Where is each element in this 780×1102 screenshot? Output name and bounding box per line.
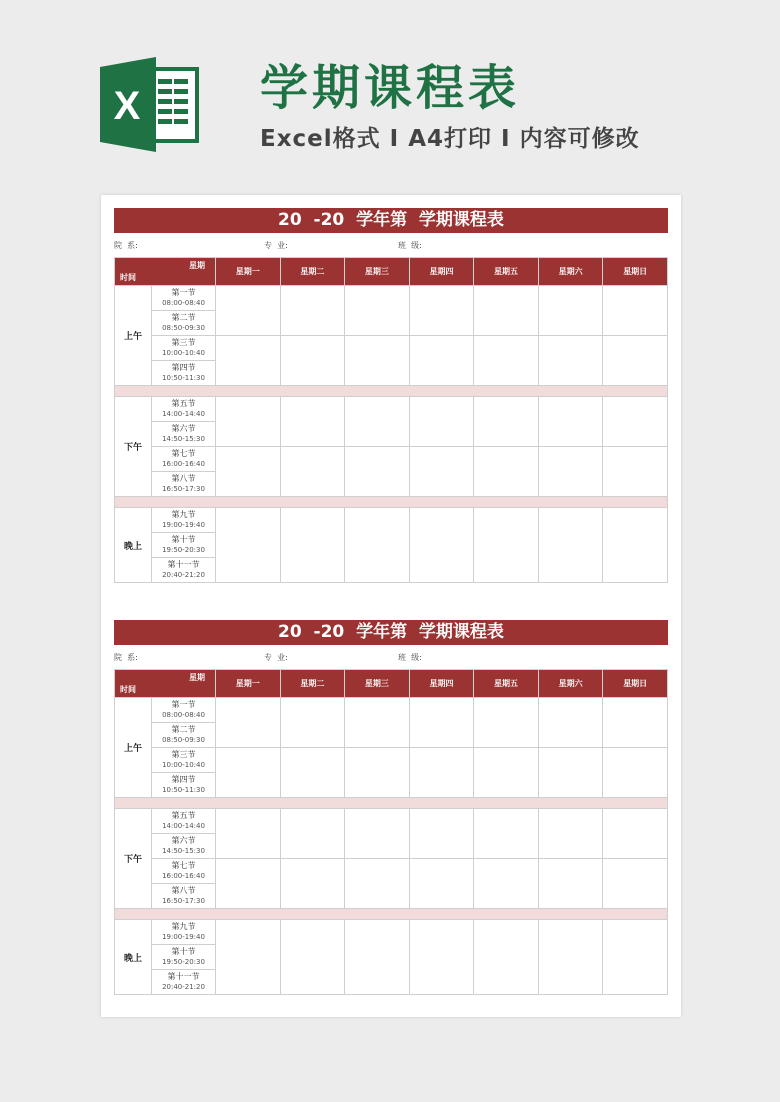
slot-number: 第二节 (171, 725, 196, 734)
day-header: 星期一 (216, 258, 281, 286)
separator-cell (115, 497, 668, 508)
schedule-block-1 (114, 208, 668, 583)
class-cell[interactable] (474, 447, 539, 497)
class-cell[interactable] (474, 859, 539, 909)
class-label: 班 级: (398, 653, 422, 662)
table-row (115, 397, 668, 422)
slot-number: 第一节 (171, 700, 196, 709)
slot-time: 10:50-11:30 (162, 786, 205, 794)
slot-number: 第四节 (171, 775, 196, 784)
slot-time: 16:00-16:40 (162, 872, 205, 880)
class-cell[interactable] (216, 336, 281, 386)
class-cell[interactable] (216, 809, 281, 859)
class-cell[interactable] (280, 698, 345, 748)
class-cell[interactable] (603, 397, 668, 447)
day-header: 星期四 (409, 258, 474, 286)
table-row (115, 920, 668, 945)
class-cell[interactable] (603, 920, 668, 995)
slot-number: 第五节 (171, 399, 196, 408)
slot-label (152, 472, 216, 497)
slot-time: 08:00-08:40 (162, 299, 205, 307)
svg-text:X: X (113, 84, 141, 128)
class-cell[interactable] (409, 748, 474, 798)
major-label: 专 业: (264, 653, 288, 662)
day-header: 星期二 (280, 670, 345, 698)
corner-weekday-label: 星期 (189, 673, 205, 682)
slot-time: 20:40-21:20 (162, 983, 205, 991)
class-cell[interactable] (474, 286, 539, 336)
slot-number: 第八节 (171, 886, 196, 895)
table-row (115, 447, 668, 472)
slot-number: 第九节 (171, 510, 196, 519)
slot-time: 14:50-15:30 (162, 435, 205, 443)
class-cell[interactable] (216, 748, 281, 798)
info-row (114, 645, 668, 669)
slot-number: 第八节 (171, 474, 196, 483)
class-cell[interactable] (603, 508, 668, 583)
slot-time: 10:00-10:40 (162, 761, 205, 769)
class-cell[interactable] (345, 447, 410, 497)
class-cell[interactable] (603, 447, 668, 497)
slot-time: 08:50-09:30 (162, 324, 205, 332)
slot-label (152, 748, 216, 773)
slot-time: 14:00-14:40 (162, 410, 205, 418)
slot-label (152, 945, 216, 970)
period-label: 上午 (115, 286, 152, 386)
slot-label (152, 558, 216, 583)
class-cell[interactable] (345, 508, 410, 583)
table-row (115, 508, 668, 533)
slot-label (152, 920, 216, 945)
period-label: 下午 (115, 809, 152, 909)
slot-label (152, 397, 216, 422)
slot-number: 第三节 (171, 750, 196, 759)
slot-label (152, 723, 216, 748)
class-cell[interactable] (538, 920, 603, 995)
header-row (115, 670, 668, 698)
day-header: 星期三 (345, 670, 410, 698)
class-cell[interactable] (603, 286, 668, 336)
separator-row (115, 909, 668, 920)
class-cell[interactable] (409, 508, 474, 583)
class-cell[interactable] (409, 286, 474, 336)
day-header: 星期五 (474, 670, 539, 698)
slot-number: 第十一节 (167, 972, 200, 981)
class-cell[interactable] (409, 447, 474, 497)
slot-label (152, 447, 216, 472)
slot-label (152, 311, 216, 336)
class-cell[interactable] (538, 748, 603, 798)
class-cell[interactable] (280, 286, 345, 336)
document-sheet (101, 195, 681, 1017)
class-cell[interactable] (280, 748, 345, 798)
slot-time: 10:00-10:40 (162, 349, 205, 357)
class-cell[interactable] (538, 447, 603, 497)
schedule-title: 20 -20 学年第 学期课程表 (114, 208, 668, 233)
class-cell[interactable] (345, 286, 410, 336)
slot-label (152, 336, 216, 361)
class-cell[interactable] (538, 336, 603, 386)
slot-time: 08:00-08:40 (162, 711, 205, 719)
slot-time: 19:00-19:40 (162, 521, 205, 529)
corner-header (115, 258, 216, 286)
class-cell[interactable] (280, 447, 345, 497)
separator-row (115, 798, 668, 809)
class-cell[interactable] (538, 698, 603, 748)
slot-time: 10:50-11:30 (162, 374, 205, 382)
slot-time: 16:50-17:30 (162, 897, 205, 905)
day-header: 星期日 (603, 258, 668, 286)
slot-number: 第七节 (171, 449, 196, 458)
separator-row (115, 386, 668, 397)
class-cell[interactable] (345, 809, 410, 859)
class-cell[interactable] (409, 809, 474, 859)
slot-time: 14:00-14:40 (162, 822, 205, 830)
class-cell[interactable] (345, 397, 410, 447)
slot-label (152, 884, 216, 909)
slot-number: 第十节 (171, 535, 196, 544)
separator-row (115, 497, 668, 508)
table-row (115, 809, 668, 834)
day-header: 星期四 (409, 670, 474, 698)
table-row (115, 336, 668, 361)
slot-label (152, 533, 216, 558)
slot-time: 19:50-20:30 (162, 546, 205, 554)
separator-cell (115, 386, 668, 397)
slot-time: 14:50-15:30 (162, 847, 205, 855)
class-label: 班 级: (398, 241, 422, 250)
slot-label (152, 508, 216, 533)
slot-number: 第三节 (171, 338, 196, 347)
class-cell[interactable] (216, 920, 281, 995)
class-cell[interactable] (280, 508, 345, 583)
separator-cell (115, 909, 668, 920)
class-cell[interactable] (474, 920, 539, 995)
corner-weekday-label: 星期 (189, 261, 205, 270)
slot-label (152, 809, 216, 834)
slot-number: 第六节 (171, 424, 196, 433)
class-cell[interactable] (474, 508, 539, 583)
excel-logo-icon (100, 57, 200, 152)
class-cell[interactable] (538, 859, 603, 909)
info-row (114, 233, 668, 257)
class-cell[interactable] (409, 859, 474, 909)
slot-label (152, 859, 216, 884)
slot-label (152, 773, 216, 798)
class-cell[interactable] (216, 698, 281, 748)
class-cell[interactable] (538, 809, 603, 859)
class-cell[interactable] (409, 920, 474, 995)
table-row (115, 859, 668, 884)
class-cell[interactable] (474, 397, 539, 447)
page-subtitle: Excel格式 I A4打印 I 内容可修改 (260, 126, 640, 152)
day-header: 星期一 (216, 670, 281, 698)
table-row (115, 748, 668, 773)
class-cell[interactable] (216, 397, 281, 447)
class-cell[interactable] (474, 698, 539, 748)
slot-label (152, 286, 216, 311)
slot-time: 19:50-20:30 (162, 958, 205, 966)
schedule-table (114, 669, 668, 995)
slot-time: 16:50-17:30 (162, 485, 205, 493)
slot-label (152, 422, 216, 447)
period-label: 晚上 (115, 920, 152, 995)
class-cell[interactable] (474, 748, 539, 798)
corner-time-label: 时间 (120, 273, 136, 282)
page-title: 学期课程表 (260, 60, 521, 116)
class-cell[interactable] (280, 336, 345, 386)
class-cell[interactable] (280, 920, 345, 995)
class-cell[interactable] (216, 286, 281, 336)
day-header: 星期日 (603, 670, 668, 698)
slot-number: 第二节 (171, 313, 196, 322)
class-cell[interactable] (216, 508, 281, 583)
class-cell[interactable] (603, 336, 668, 386)
slot-number: 第十一节 (167, 560, 200, 569)
slot-label (152, 834, 216, 859)
class-cell[interactable] (345, 748, 410, 798)
day-header: 星期五 (474, 258, 539, 286)
class-cell[interactable] (345, 698, 410, 748)
slot-number: 第一节 (171, 288, 196, 297)
day-header: 星期六 (538, 258, 603, 286)
class-cell[interactable] (216, 859, 281, 909)
class-cell[interactable] (345, 920, 410, 995)
table-row (115, 698, 668, 723)
schedule-title: 20 -20 学年第 学期课程表 (114, 620, 668, 645)
day-header: 星期六 (538, 670, 603, 698)
separator-cell (115, 798, 668, 809)
slot-number: 第七节 (171, 861, 196, 870)
slot-time: 16:00-16:40 (162, 460, 205, 468)
corner-header (115, 670, 216, 698)
day-header: 星期二 (280, 258, 345, 286)
slot-label (152, 698, 216, 723)
slot-time: 20:40-21:20 (162, 571, 205, 579)
class-cell[interactable] (280, 859, 345, 909)
period-label: 晚上 (115, 508, 152, 583)
major-label: 专 业: (264, 241, 288, 250)
table-row (115, 286, 668, 311)
slot-label (152, 361, 216, 386)
college-label: 院 系: (114, 653, 138, 662)
class-cell[interactable] (538, 286, 603, 336)
class-cell[interactable] (409, 698, 474, 748)
class-cell[interactable] (409, 336, 474, 386)
slot-label (152, 970, 216, 995)
class-cell[interactable] (474, 336, 539, 386)
class-cell[interactable] (603, 748, 668, 798)
schedule-block-2 (114, 620, 668, 995)
slot-number: 第四节 (171, 363, 196, 372)
class-cell[interactable] (216, 447, 281, 497)
day-header: 星期三 (345, 258, 410, 286)
corner-time-label: 时间 (120, 685, 136, 694)
class-cell[interactable] (280, 397, 345, 447)
class-cell[interactable] (409, 397, 474, 447)
class-cell[interactable] (280, 809, 345, 859)
period-label: 上午 (115, 698, 152, 798)
class-cell[interactable] (603, 698, 668, 748)
schedule-table (114, 257, 668, 583)
class-cell[interactable] (538, 508, 603, 583)
header-row (115, 258, 668, 286)
class-cell[interactable] (603, 859, 668, 909)
slot-number: 第九节 (171, 922, 196, 931)
slot-time: 19:00-19:40 (162, 933, 205, 941)
slot-time: 08:50-09:30 (162, 736, 205, 744)
class-cell[interactable] (345, 859, 410, 909)
class-cell[interactable] (345, 336, 410, 386)
college-label: 院 系: (114, 241, 138, 250)
class-cell[interactable] (603, 809, 668, 859)
slot-number: 第五节 (171, 811, 196, 820)
period-label: 下午 (115, 397, 152, 497)
class-cell[interactable] (538, 397, 603, 447)
slot-number: 第十节 (171, 947, 196, 956)
slot-number: 第六节 (171, 836, 196, 845)
class-cell[interactable] (474, 809, 539, 859)
